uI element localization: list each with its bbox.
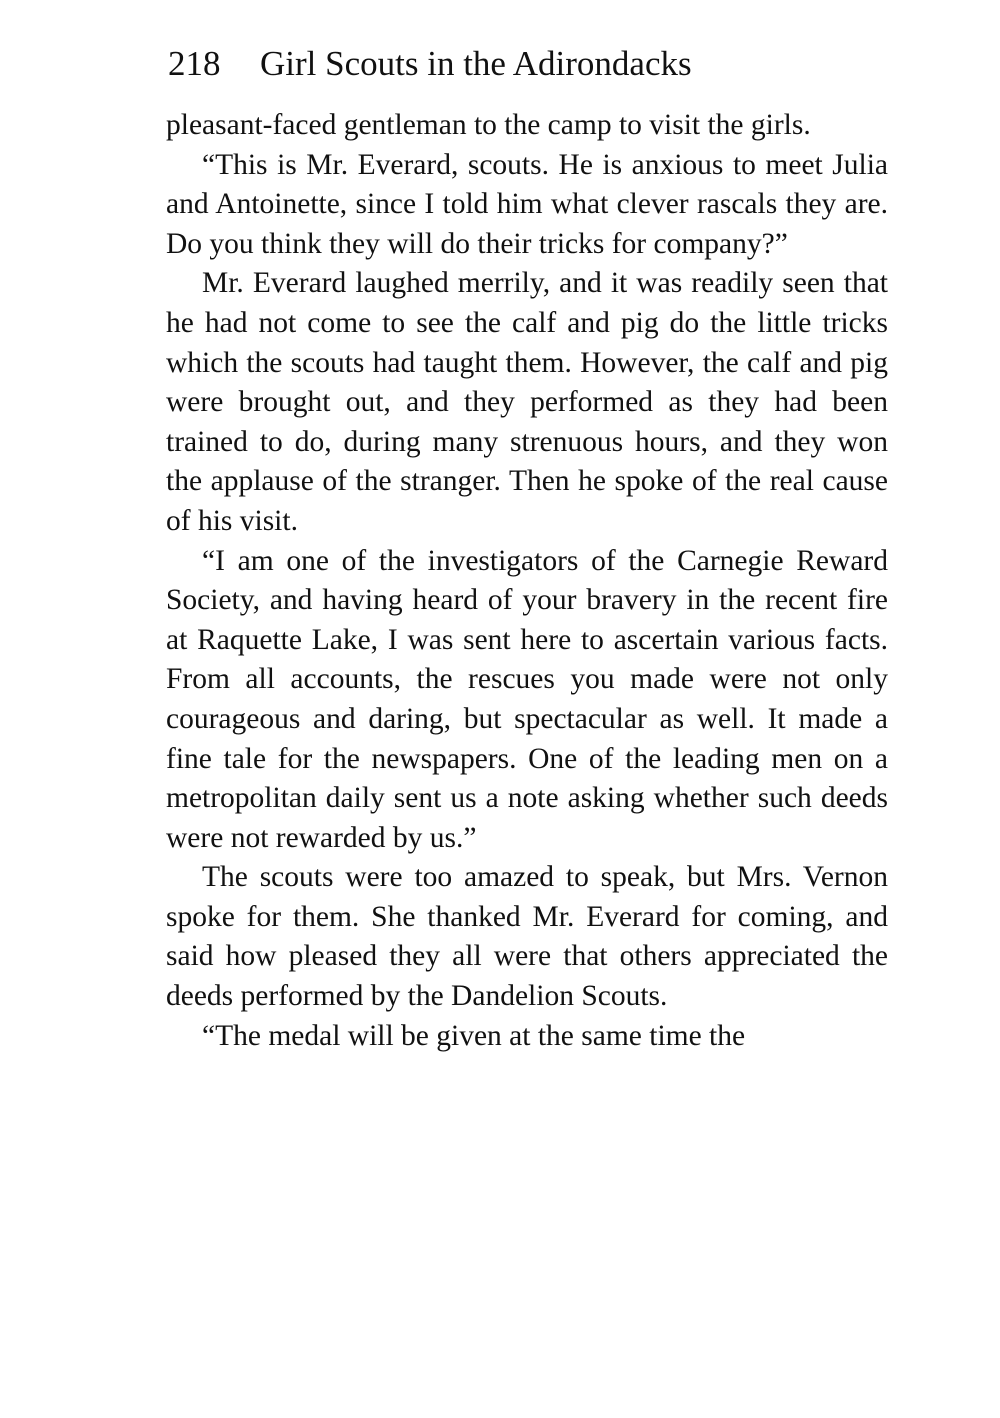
running-head-title: Girl Scouts in the Adirondacks	[260, 44, 692, 83]
paragraph: The scouts were too amazed to speak, but Mrs. Vernon spoke for them. She thanked Mr. Everard for coming, and said how pleased they all were that others appreciated the deeds performed by the Dandelion Scouts.	[166, 861, 888, 1013]
paragraph: Mr. Everard laughed merrily, and it was readily seen that he had not come to see the calf and pig do the little tricks which the scouts had taught them. However, the calf and pig were brought out, and they performed as they had been trained to do, during many strenuous hours, and they won the applause of the stranger. Then he spoke of the real cause of his visit.	[166, 267, 888, 537]
paragraph: “I am one of the investigators of the Carnegie Reward Society, and having heard of your bravery in the recent fire at Raquette Lake, I was sent here to ascertain various facts. From all accounts, the rescues you made were not only courageous and daring, but spectacular as well. It made a fine tale for the newspapers. One of the leading men on a metropolitan daily sent us a note asking whether such deeds were not rewarded by us.”	[166, 544, 888, 854]
paragraph: “This is Mr. Everard, scouts. He is anxious to meet Julia and Antoinette, since I told him what clever rascals they are. Do you think they will do their tricks for company?”	[166, 148, 888, 260]
paragraph: “The medal will be given at the same time the	[202, 1019, 746, 1052]
body-text	[166, 106, 888, 1056]
page-number: 218	[168, 44, 221, 83]
paragraph: pleasant-faced gentleman to the camp to visit the girls.	[166, 109, 811, 141]
running-head	[168, 38, 888, 90]
